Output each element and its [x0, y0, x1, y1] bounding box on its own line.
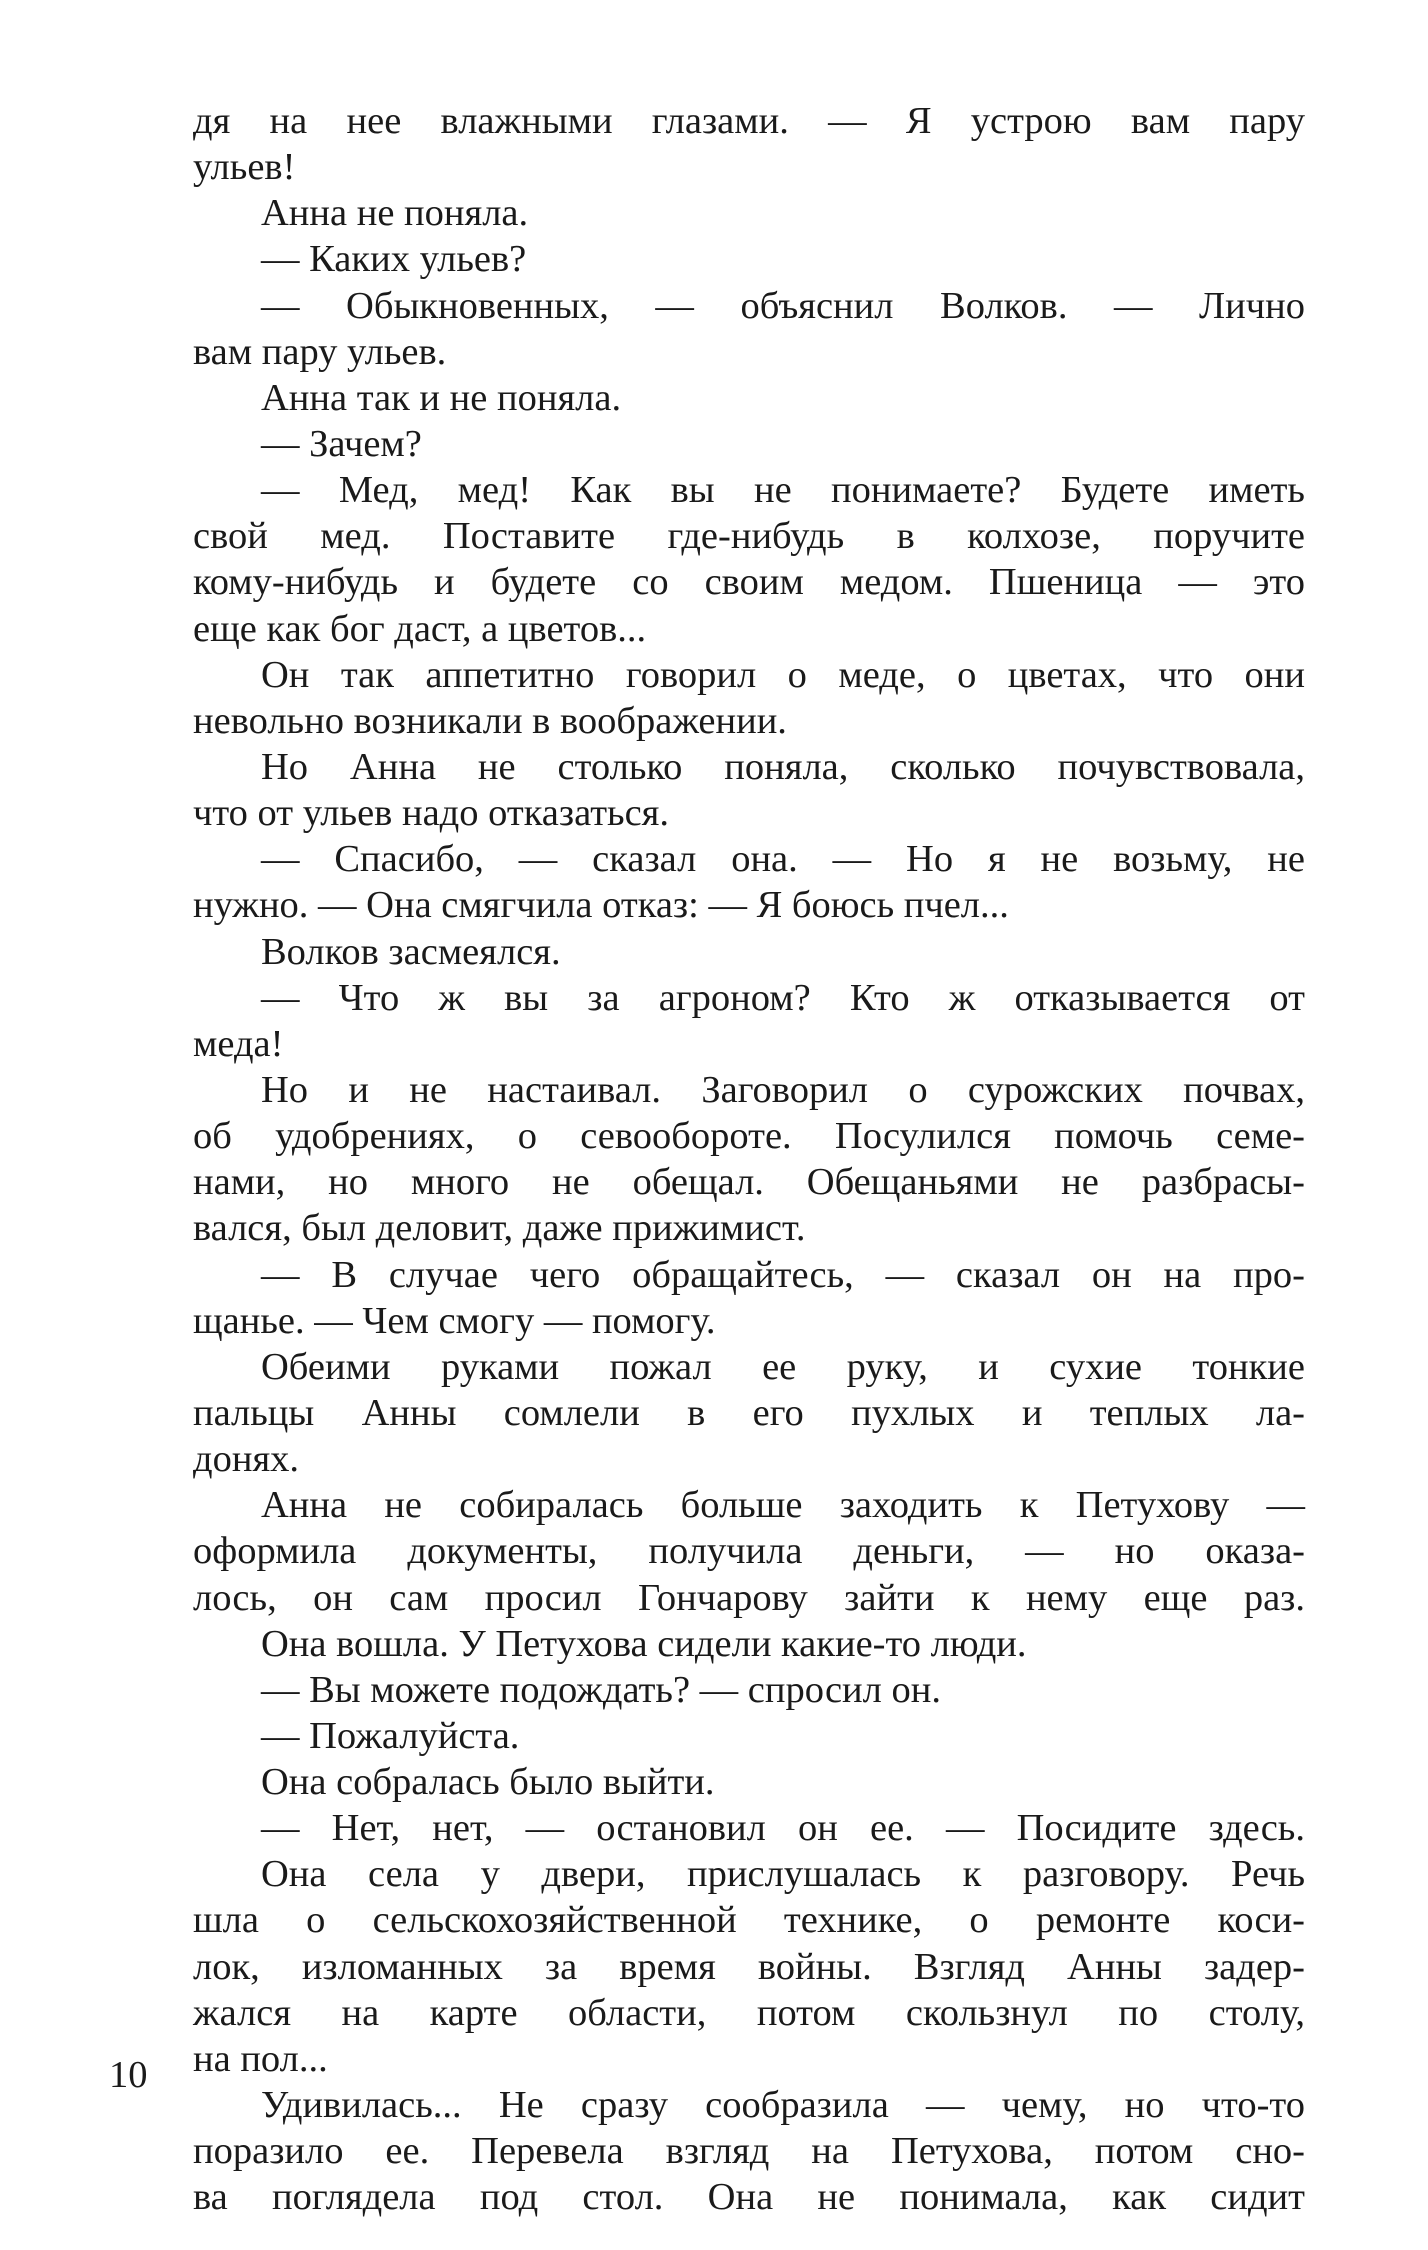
text-line: — Что ж вы за агроном? Кто ж отказывается от — [261, 976, 1305, 1019]
text-line: — Обыкновенных, — объяснил Волков. — Лично — [261, 284, 1305, 327]
text-line: Анна так и не поняла. — [261, 376, 622, 419]
text-line: об удобрениях, о севообороте. Посулился помочь семе- — [193, 1115, 1305, 1158]
text-line: шла о сельскохозяйственной технике, о ремонте коси- — [193, 1899, 1305, 1942]
text-line: — Спасибо, — сказал она. — Но я не возьму, не — [261, 838, 1305, 881]
text-line: жался на карте области, потом скользнул по столу, — [193, 1991, 1305, 2034]
text-line: — В случае чего обращайтесь, — сказал он на про- — [261, 1253, 1305, 1296]
text-line: Но Анна не столько поняла, сколько почувствовала, — [261, 745, 1305, 788]
text-line: Обеими руками пожал ее руку, и сухие тонкие — [261, 1345, 1305, 1388]
text-line: поразило ее. Перевела взгляд на Петухова, потом сно- — [193, 2130, 1305, 2173]
text-line: нами, но много не обещал. Обещаньями не разбрасы- — [193, 1161, 1305, 1204]
text-line: Она собралась было выйти. — [261, 1761, 715, 1804]
text-line: ва поглядела под стол. Она не понимала, как сидит — [193, 2176, 1305, 2219]
text-line: Удивилась... Не сразу сообразила — чему, но что-то — [261, 2084, 1305, 2127]
text-line: Но и не настаивал. Заговорил о сурожских почвах, — [261, 1068, 1305, 1111]
text-line: лок, изломанных за время войны. Взгляд Анны задер- — [193, 1945, 1305, 1988]
text-line: Анна не собиралась больше заходить к Петухову — — [261, 1484, 1305, 1527]
text-line: — Вы можете подождать? — спросил он. — [261, 1668, 941, 1711]
text-line: меда! — [193, 1022, 284, 1065]
text-line: нужно. — Она смягчила отказ: — Я боюсь пчел... — [193, 884, 1009, 927]
text-line: кому-нибудь и будете со своим медом. Пшеница — это — [193, 561, 1305, 604]
text-line: Волков засмеялся. — [261, 930, 561, 973]
text-line: вался, был деловит, даже прижимист. — [193, 1207, 806, 1250]
text-line: на пол... — [193, 2037, 328, 2080]
text-line: Она села у двери, прислушалась к разговору. Речь — [261, 1853, 1305, 1896]
text-line: — Пожалуйста. — [261, 1714, 520, 1757]
text-line: ульев! — [193, 146, 296, 189]
text-line: дя на нее влажными глазами. — Я устрою вам пару — [193, 100, 1305, 142]
text-line: вам пару ульев. — [193, 330, 447, 373]
text-line: пальцы Анны сомлели в его пухлых и теплых ла- — [193, 1391, 1305, 1434]
text-line: что от ульев надо отказаться. — [193, 792, 670, 835]
body-text — [193, 98, 1305, 2220]
text-line: — Нет, нет, — остановил он ее. — Посидите здесь. — [261, 1807, 1305, 1850]
text-line: лось, он сам просил Гончарову зайти к нему еще раз. — [193, 1576, 1305, 1619]
text-line: Анна не поняла. — [261, 192, 529, 235]
text-line: — Зачем? — [261, 422, 422, 465]
text-line: — Каких ульев? — [261, 238, 527, 281]
text-line: Он так аппетитно говорил о меде, о цветах, что они — [261, 653, 1305, 696]
text-line: свой мед. Поставите где-нибудь в колхозе, поручите — [193, 515, 1305, 558]
text-line: — Мед, мед! Как вы не понимаете? Будете иметь — [261, 469, 1305, 512]
text-line: донях. — [193, 1438, 300, 1481]
text-line: Она вошла. У Петухова сидели какие-то люди. — [261, 1622, 1027, 1665]
text-line: невольно возникали в воображении. — [193, 699, 787, 742]
text-line: оформила документы, получила деньги, — но оказа- — [193, 1530, 1305, 1573]
text-line: еще как бог даст, а цветов... — [193, 607, 647, 650]
page-number: 10 — [109, 2054, 148, 2096]
text-line: щанье. — Чем смогу — помогу. — [193, 1299, 716, 1342]
